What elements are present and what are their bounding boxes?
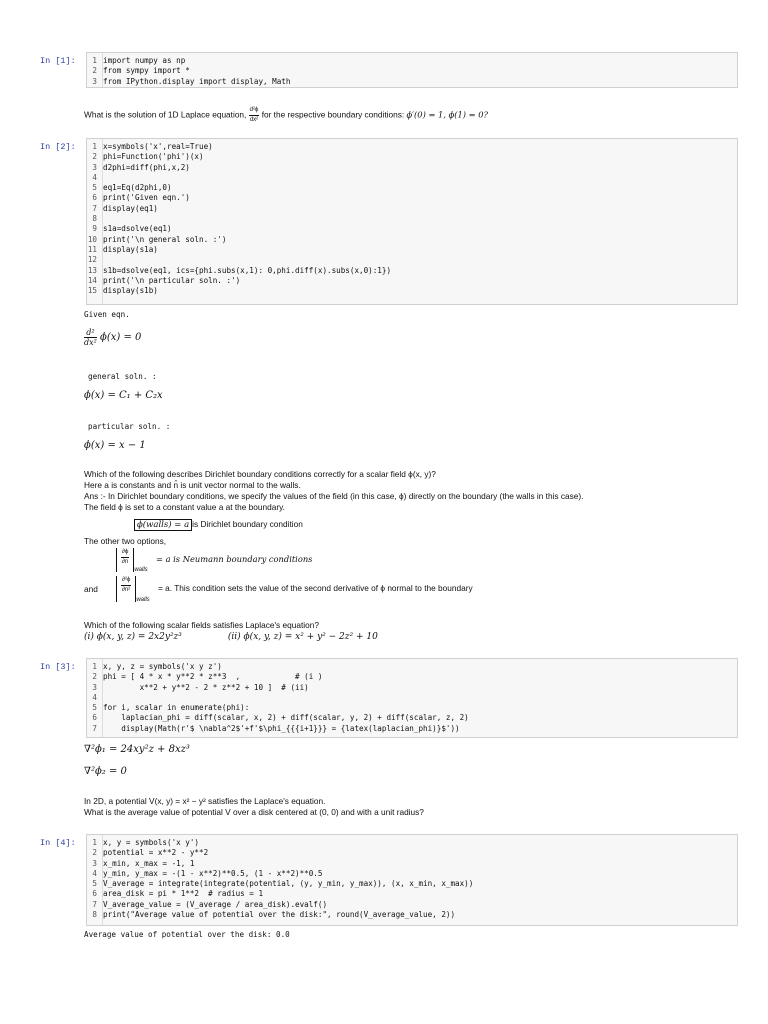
cell-output: particular soln. :	[88, 422, 171, 431]
code-line: 4	[92, 692, 97, 702]
code-line: 3 d2phi=diff(phi,x,2)	[92, 162, 190, 172]
code-line: 4	[92, 172, 97, 182]
code-line: 5 for i, scalar in enumerate(phi):	[92, 703, 250, 713]
code-cell[interactable]	[86, 834, 738, 926]
output-equation: ϕ(x) = C₁ + C₂x	[84, 390, 163, 401]
code-cell[interactable]	[86, 658, 738, 738]
cell-prompt: In [1]:	[40, 56, 76, 66]
code-line: 10 print('\n general soln. :')	[87, 234, 227, 244]
code-line: 13 s1b=dsolve(eq1, ics={phi.subs(x,1): 0,phi.diff(x).subs(x,0):1})	[87, 265, 392, 275]
cell-output: Average value of potential over the disk: 0.0	[84, 930, 290, 939]
cell-prompt: In [4]:	[40, 838, 76, 848]
markdown-text: and	[84, 584, 98, 594]
code-line: 4 y_min, y_max = -(1 - x**2)**0.5, (1 - x**2)**0.5	[92, 868, 323, 878]
code-line: 1 x=symbols('x',real=True)	[92, 142, 213, 151]
code-line: 8	[92, 214, 97, 224]
code-line: 7 display(eq1)	[92, 203, 158, 213]
code-line: 2 potential = x**2 - y**2	[92, 848, 209, 858]
cell-output: general soln. :	[88, 372, 157, 381]
code-line: 7 display(Math(r'$ \nabla^2$'+f'$\phi_{{{i+1}}} = {latex(laplacian_phi)}$'))	[92, 723, 460, 733]
code-line: 15 display(s1b)	[87, 286, 158, 296]
code-line: 2 phi = [ 4 * x * y**2 * z**3 , # (i )	[92, 672, 323, 682]
code-line: 3 from IPython.display import display, Math	[92, 76, 291, 86]
second-derivative-condition: $\frac{\text{∂²ϕ}}{\text{∂n̂²}}$ $_{walls}$ = a. This condition sets the value of the second derivative of ϕ normal to the boundary	[116, 576, 473, 602]
code-line: 3 x**2 + y**2 - 2 * z**2 + 10 ] # (ii)	[92, 682, 309, 692]
markdown-question: In 2D, a potential V(x, y) = x² − y² satisfies the Laplace's equation. What is the average value of potential V over a disk centered at (0, 0) and with a unit radius?	[84, 796, 424, 817]
markdown-answer: Which of the following describes Dirichlet boundary conditions correctly for a scalar field ϕ(x, y)? Here a is constants and n̂ is unit vector normal to the walls. Ans :- In Dirichlet boundary conditions, we specify the values of the field (in this case, ϕ) directly on the boundary (the walls in this case). The field ϕ is set to a constant value a at the boundary.	[84, 469, 584, 512]
code-line: 5 V_average = integrate(integrate(potential, (y, y_min, y_max)), (x, x_min, x_max))	[92, 879, 474, 889]
output-equation: ∇²ϕ₂ = 0	[84, 766, 127, 777]
code-line: 2 from sympy import *	[92, 66, 190, 76]
code-line: 7 V_average_value = (V_average / area_disk).evalf()	[92, 899, 328, 909]
code-line: 12	[87, 255, 97, 265]
output-equation: $\frac{\text{d²}}{\text{dx²}}$ ϕ(x) = 0	[84, 328, 142, 347]
code-line: 6 area_disk = pi * 1**2 # radius = 1	[92, 889, 264, 899]
code-line: 1 import numpy as np	[92, 56, 186, 65]
cell-prompt: In [3]:	[40, 662, 76, 672]
code-line: 8 print("Average value of potential over the disk:", round(V_average_value, 2))	[92, 910, 456, 920]
neumann-condition: $\frac{\partial\phi}{\partial n̂}$ $_{walls}$ = a is Neumann boundary conditions	[116, 548, 312, 572]
code-cell[interactable]	[86, 138, 738, 305]
laplace-fraction: $\frac{\text{d²ϕ}}{\text{dx²}}$	[249, 107, 259, 123]
dirichlet-condition: ϕ(walls) = a is Dirichlet boundary condition	[134, 519, 303, 531]
code-line: 1 x, y = symbols('x y')	[92, 838, 200, 847]
markdown-question: What is the solution of 1D Laplace equation, $\frac{\text{d²ϕ}}{\text{dx²}}$ for the respective boundary conditions: ϕ′(0) = 1, ϕ(1) = 0?	[84, 107, 488, 123]
code-line: 1 x, y, z = symbols('x y z')	[92, 662, 222, 671]
markdown-question: Which of the following scalar fields satisfies Laplace's equation?	[84, 620, 319, 630]
code-line: 11 display(s1a)	[87, 244, 158, 254]
markdown-text: The other two options,	[84, 536, 167, 546]
code-line: 3 x_min, x_max = -1, 1	[92, 858, 195, 868]
code-line: 9 s1a=dsolve(eq1)	[92, 224, 172, 234]
code-line: 6 print('Given eqn.')	[92, 193, 190, 203]
code-line: 14 print('\n particular soln. :')	[87, 275, 241, 285]
cell-output: Given eqn.	[84, 310, 130, 319]
code-line: 2 phi=Function('phi')(x)	[92, 152, 204, 162]
output-equation: ∇²ϕ₁ = 24xy²z + 8xz³	[84, 744, 190, 755]
cell-prompt: In [2]:	[40, 142, 76, 152]
output-equation: ϕ(x) = x − 1	[84, 440, 146, 451]
code-cell[interactable]	[86, 52, 738, 88]
code-line: 5 eq1=Eq(d2phi,0)	[92, 183, 172, 193]
scalar-field-options: (i) ϕ(x, y, z) = 2x2y²z³ (ii) ϕ(x, y, z) = x² + y² − 2z² + 10	[84, 632, 378, 642]
code-line: 6 laplacian_phi = diff(scalar, x, 2) + diff(scalar, y, 2) + diff(scalar, z, 2)	[92, 713, 469, 723]
